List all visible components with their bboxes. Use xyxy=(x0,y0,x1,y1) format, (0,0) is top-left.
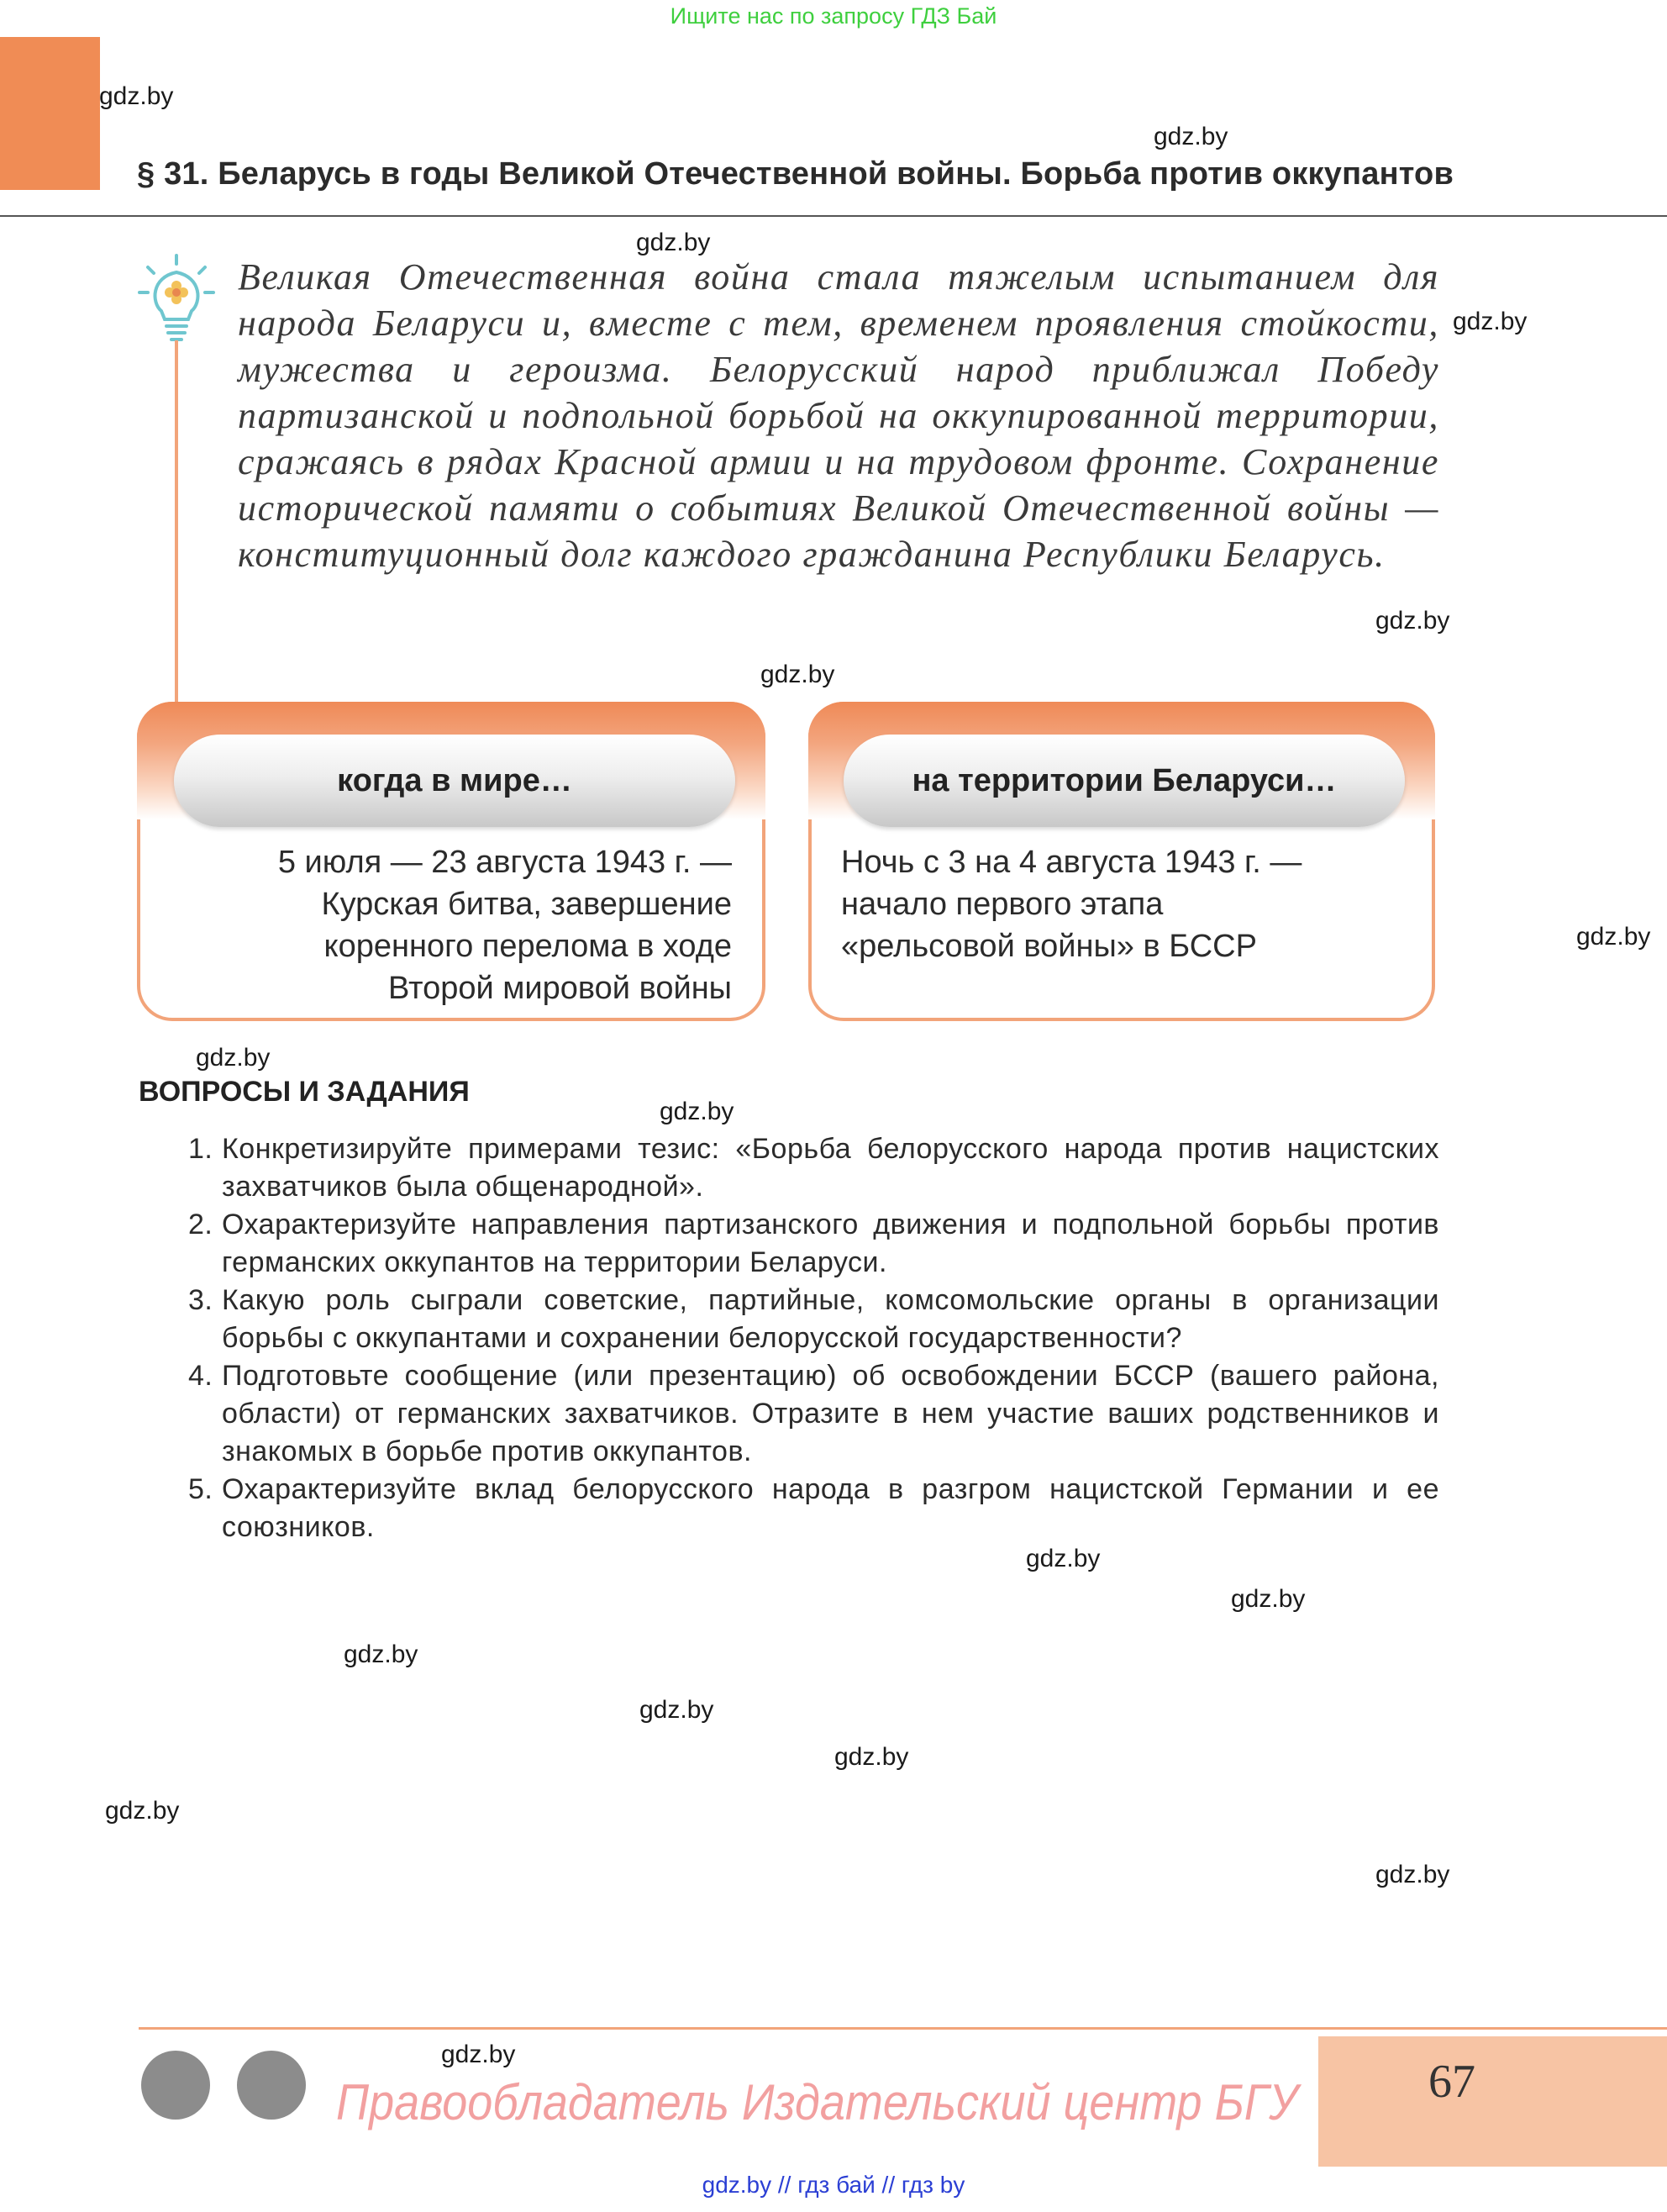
card-line: 5 июля — 23 августа 1943 г. — xyxy=(277,845,732,880)
footer-divider xyxy=(139,2027,1667,2030)
watermark: gdz.by xyxy=(1375,607,1450,635)
timeline-connector xyxy=(175,340,178,702)
watermark: gdz.by xyxy=(636,229,711,256)
card-line: Второй мировой войны xyxy=(388,971,732,1006)
header-divider xyxy=(0,215,1667,217)
card-line: Ночь с 3 на 4 августа 1943 г. — xyxy=(841,845,1302,880)
lightbulb-icon xyxy=(136,252,217,345)
watermark: gdz.by xyxy=(660,1098,734,1125)
watermark: gdz.by xyxy=(105,1797,180,1825)
card-belarus xyxy=(808,702,1435,1021)
watermark: gdz.by xyxy=(441,2041,516,2068)
intro-paragraph: Великая Отечественная война стала тяжелым испытанием для народа Беларуси и, вместе с тем, временем проявления стойкости, мужества и героизма. Белорусский народ приближал Победу партизанской и подпольной борьбой на оккупированной территории, сражаясь в рядах Красной армии и на трудовом фронте. Сохранение исторической памяти о событиях Великой Отечественной войны — конституционный долг каждого гражданина Республики Беларусь. xyxy=(238,256,1439,575)
watermark: gdz.by xyxy=(1375,1861,1450,1888)
card-line: Курская битва, завершение xyxy=(321,887,732,922)
list-item: 4. Подготовьте сообщение (или презентацию) об освобождении БССР (вашего района, области) от германских захватчиков. Отразите в нем участие ваших родственников и знакомых в борьбе против оккупантов. xyxy=(188,1360,1439,1467)
page-number: 67 xyxy=(1428,2056,1475,2108)
chapter-tab-marker xyxy=(0,37,100,190)
card-belarus-title: на территории Беларуси… xyxy=(844,735,1405,827)
watermark: gdz.by xyxy=(1231,1585,1306,1613)
questions-heading: ВОПРОСЫ И ЗАДАНИЯ xyxy=(139,1076,470,1108)
page-title: § 31. Беларусь в годы Великой Отечественной войны. Борьба против оккупантов xyxy=(137,156,1454,192)
bottom-links[interactable]: gdz.by // гдз бай // гдз by xyxy=(702,2172,965,2198)
watermark: gdz.by xyxy=(760,661,835,688)
watermark: gdz.by xyxy=(1154,123,1228,150)
watermark: gdz.by xyxy=(196,1044,271,1072)
copyright-notice: Правообладатель Издательский центр БГУ xyxy=(336,2074,1298,2130)
questions-list xyxy=(176,1130,1439,1546)
card-world-body xyxy=(278,841,732,1009)
list-item: 3. Какую роль сыграли советские, партийные, комсомольские органы в организации борьбы с оккупантами и сохранении белорусской государственности? xyxy=(188,1284,1439,1354)
card-belarus-body xyxy=(841,841,1302,967)
list-item: 2. Охарактеризуйте направления партизанского движения и подпольной борьбы против германских оккупантов на территории Беларуси. xyxy=(188,1209,1439,1278)
card-line: «рельсовой войны» в БССР xyxy=(841,929,1257,964)
list-item: 1. Конкретизируйте примерами тезис: «Борьба белорусского народа против нацистских захватчиков была общенародной». xyxy=(188,1133,1439,1203)
watermark: gdz.by xyxy=(344,1641,418,1668)
watermark: gdz.by xyxy=(1026,1545,1101,1572)
watermark: gdz.by xyxy=(834,1743,909,1771)
watermark: gdz.by xyxy=(99,82,174,110)
watermark: gdz.by xyxy=(1576,923,1651,951)
card-world-title: когда в мире… xyxy=(174,735,735,827)
card-world xyxy=(137,702,765,1021)
decorative-dot xyxy=(141,2051,210,2120)
card-line: коренного перелома в ходе xyxy=(323,929,732,964)
card-line: начало первого этапа xyxy=(841,887,1164,922)
top-search-banner[interactable]: Ищите нас по запросу ГДЗ Бай xyxy=(670,3,997,29)
watermark: gdz.by xyxy=(639,1696,714,1724)
decorative-dot xyxy=(237,2051,306,2120)
page-number-box xyxy=(1318,2036,1667,2167)
list-item: 5. Охарактеризуйте вклад белорусского народа в разгром нацистской Германии и ее союзников. xyxy=(188,1473,1439,1543)
watermark: gdz.by xyxy=(1453,308,1528,335)
